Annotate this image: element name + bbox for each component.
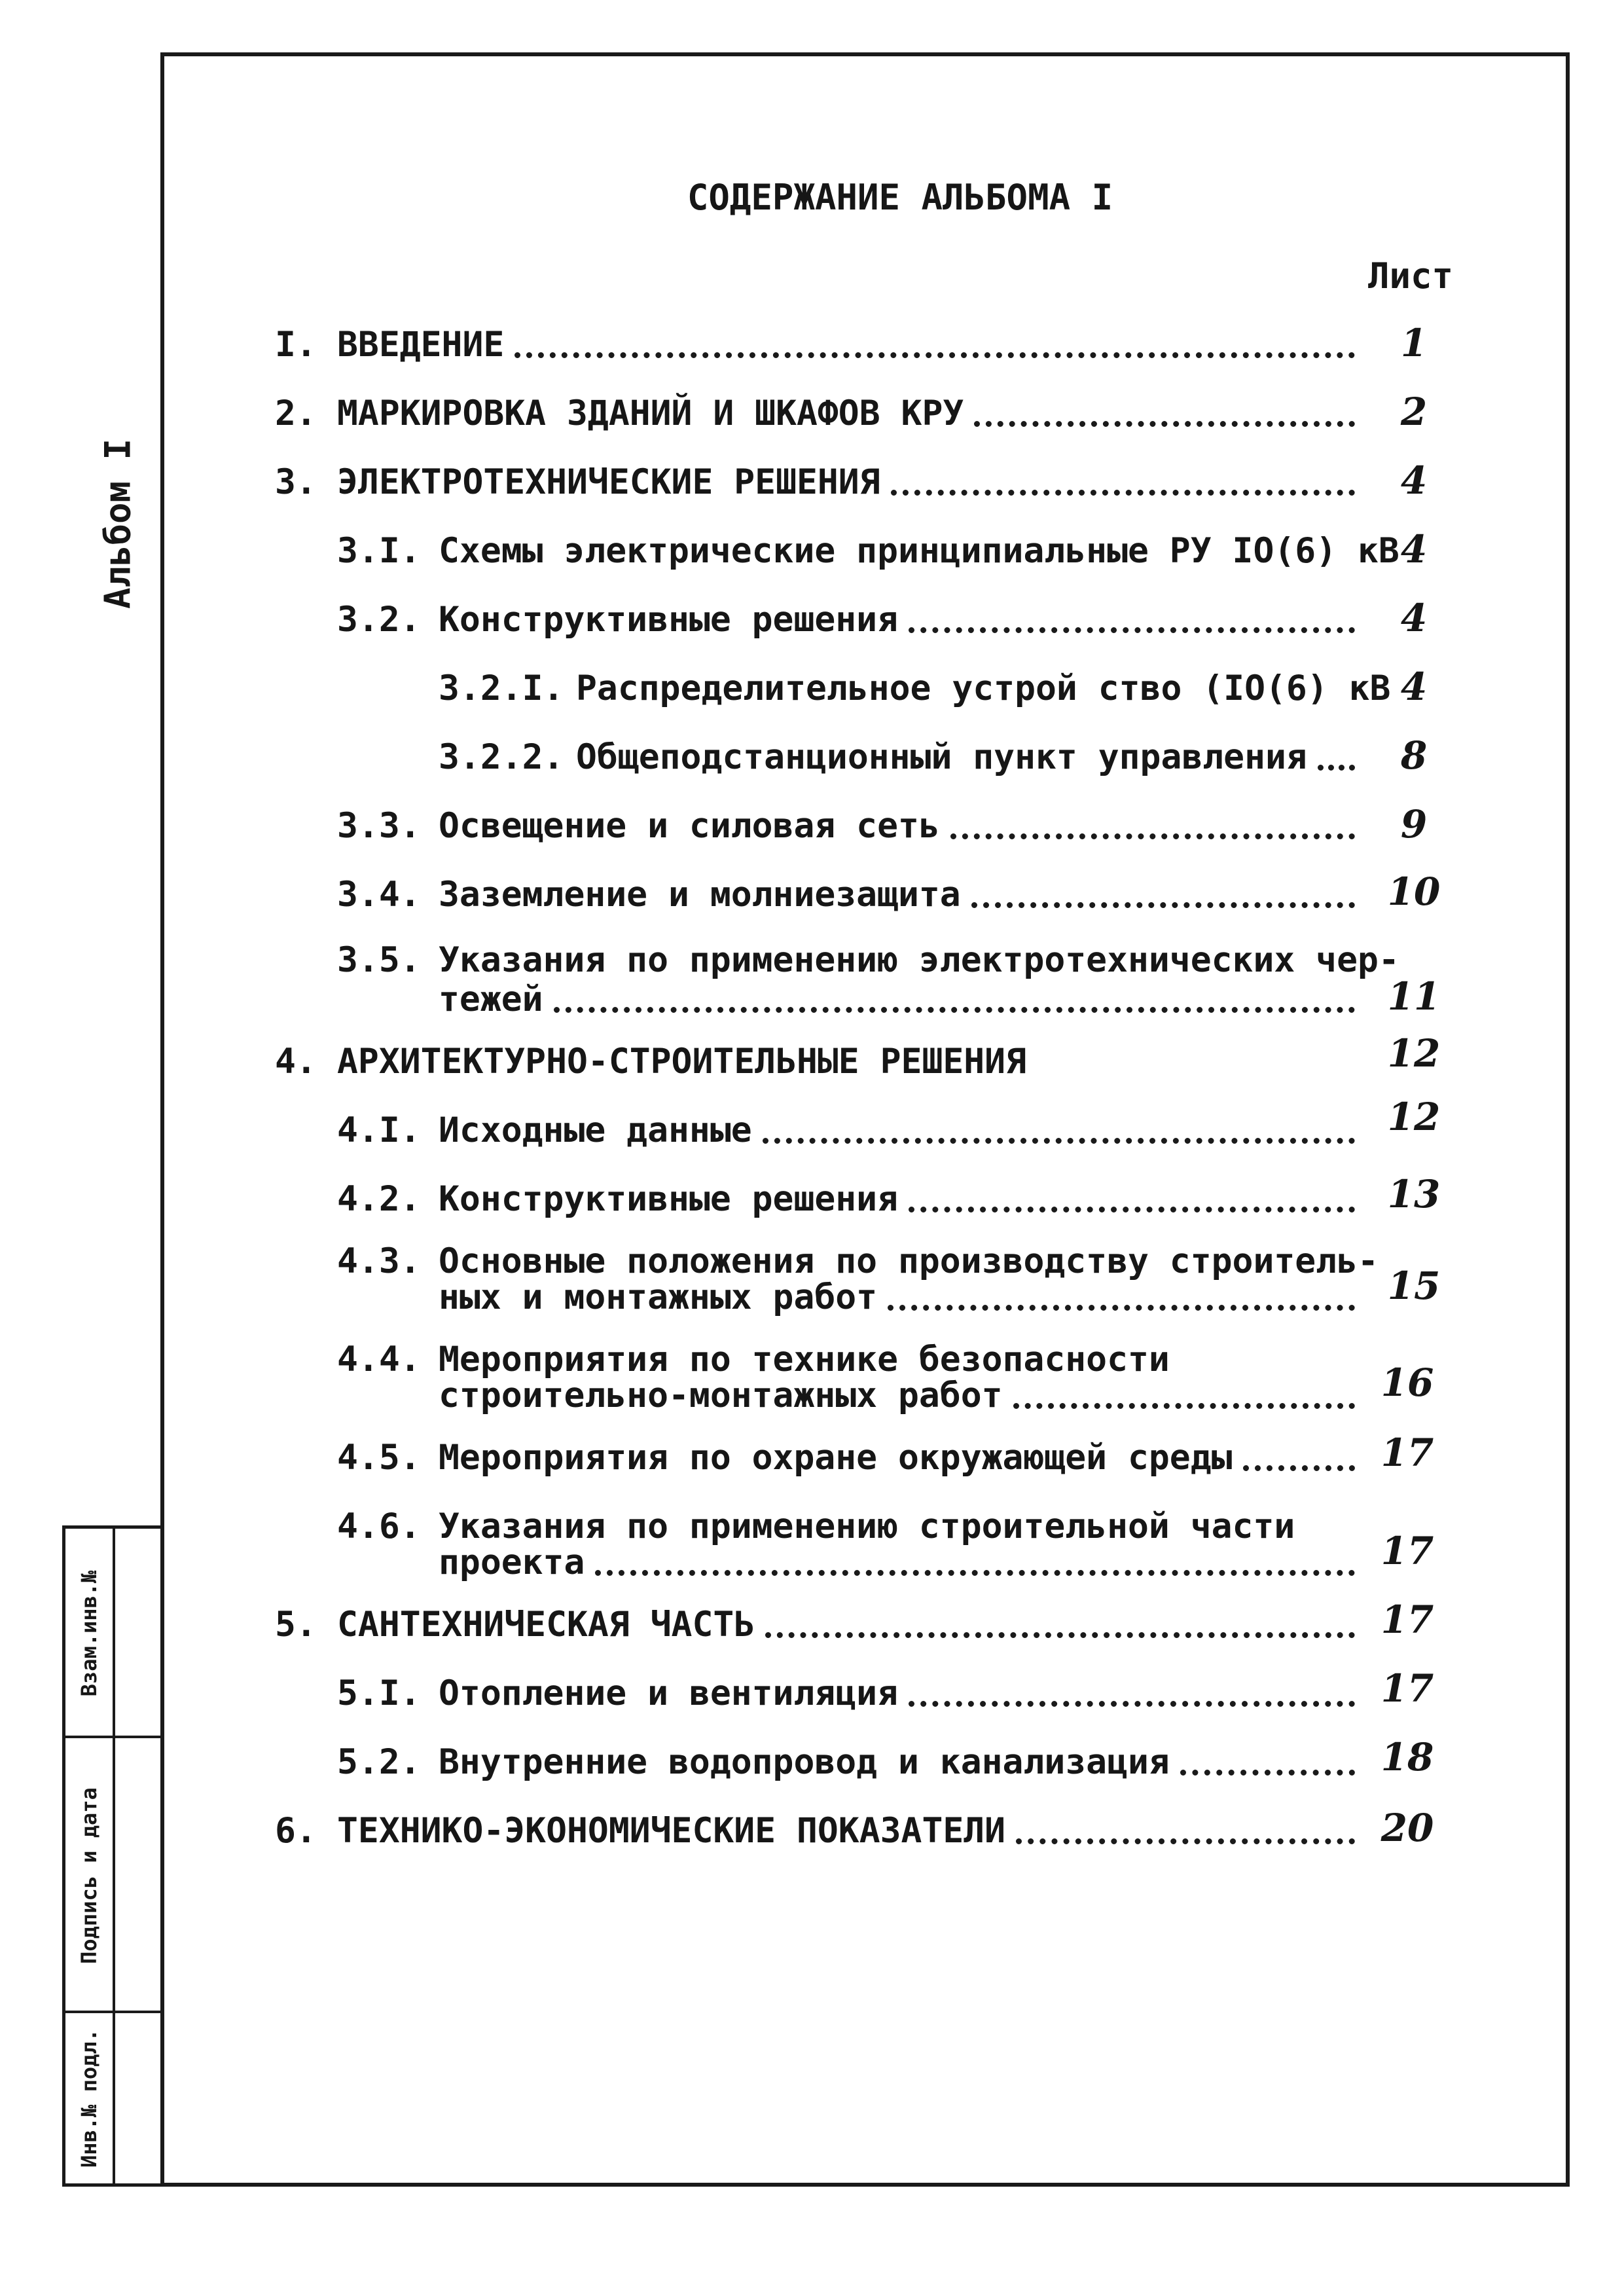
toc-entry-number: 5. <box>275 1605 317 1645</box>
toc-entry-title: Основные положения по производству строитель- <box>439 1241 1379 1281</box>
toc-entry-page: 18 <box>1380 1735 1434 1779</box>
toc-entry-title: Указания по применению строительной части <box>439 1506 1295 1546</box>
toc-entry-number: 4.4. <box>337 1339 421 1379</box>
toc-entry-page: 10 <box>1387 869 1441 914</box>
toc-entry-title: САНТЕХНИЧЕСКАЯ ЧАСТЬ <box>337 1605 755 1645</box>
toc-entry-number: 4.2. <box>337 1179 421 1219</box>
dot-leader <box>1180 1770 1355 1776</box>
toc-entry <box>337 1506 1362 1546</box>
toc-entry-page: 16 <box>1380 1360 1434 1405</box>
toc-entry-title: АРХИТЕКТУРНО-СТРОИТЕЛЬНЫЕ РЕШЕНИЯ <box>337 1042 1026 1082</box>
toc-entry-page: 17 <box>1380 1666 1434 1711</box>
toc-entry <box>275 393 1362 433</box>
toc-entry-title: Указания по применению электротехнических чер- <box>439 940 1399 980</box>
dot-leader <box>971 902 1355 908</box>
toc-entry-number: 4.3. <box>337 1241 421 1281</box>
toc-entry <box>337 1241 1379 1281</box>
sheet-column-header: Лист <box>1368 255 1454 297</box>
dot-leader <box>1016 1838 1355 1844</box>
dot-leader <box>554 1007 1355 1013</box>
toc-entry-title: ВВЕДЕНИЕ <box>337 325 505 365</box>
toc-entry-title-cont: строительно-монтажных работ <box>439 1376 1003 1415</box>
approval-stamp <box>62 1525 160 2187</box>
toc-entry-continuation <box>439 1277 1362 1317</box>
dot-leader <box>909 1701 1355 1707</box>
toc-entry-page: 2 <box>1400 390 1428 434</box>
dot-leader <box>1318 765 1355 771</box>
dot-leader <box>950 833 1355 839</box>
toc-entry <box>337 940 1399 980</box>
toc-entry-number: 3.5. <box>337 940 421 980</box>
toc-entry-title: Конструктивные решения <box>439 1179 898 1219</box>
toc-entry-number: 3.2.2. <box>439 737 564 777</box>
toc-entry-page: 1 <box>1400 321 1428 365</box>
toc-entry-title: Мероприятия по технике безопасности <box>439 1339 1170 1379</box>
dot-leader <box>765 1632 1355 1638</box>
toc-entry-page: 4 <box>1400 458 1428 503</box>
toc-entry-page: 9 <box>1400 802 1428 847</box>
dot-leader <box>909 627 1355 633</box>
toc-entry-page: 15 <box>1387 1264 1441 1308</box>
toc-entry-page: 17 <box>1380 1430 1434 1475</box>
toc-entry-number: 4.I. <box>337 1110 421 1150</box>
dot-leader <box>1243 1465 1355 1471</box>
toc-entry-title: ТЕХНИКО-ЭКОНОМИЧЕСКИЕ ПОКАЗАТЕЛИ <box>337 1811 1006 1851</box>
stamp-replaced-inventory-label: Взам.инв.№ <box>77 1570 101 1697</box>
toc-entry <box>337 1673 1362 1713</box>
toc-entry <box>337 1339 1362 1379</box>
toc-entry <box>337 806 1362 846</box>
document-title: СОДЕРЖАНИЕ АЛЬБОМА I <box>687 177 1113 218</box>
toc-entry-page: 4 <box>1400 665 1428 709</box>
toc-entry-title: Мероприятия по охране окружающей среды <box>439 1438 1233 1478</box>
toc-entry <box>337 1179 1362 1219</box>
toc-entry-title: Распределительное устрой ство (IO(6) кВ <box>576 668 1391 708</box>
toc-entry-page: 13 <box>1387 1172 1441 1216</box>
toc-entry-title: Заземление и молниезащита <box>439 875 961 915</box>
toc-entry-page: 8 <box>1400 733 1428 778</box>
toc-entry-page: 17 <box>1380 1597 1434 1642</box>
album-side-label: Альбом I <box>97 438 139 610</box>
toc-entry-number: 3.4. <box>337 875 421 915</box>
toc-entry <box>439 737 1362 777</box>
toc-entry-number: 3.I. <box>337 531 421 571</box>
dot-leader <box>891 490 1355 496</box>
toc-entry-number: 6. <box>275 1811 317 1851</box>
toc-entry <box>275 325 1362 365</box>
toc-entry-number: 4.5. <box>337 1438 421 1478</box>
dot-leader <box>1013 1403 1355 1409</box>
toc-entry <box>275 1042 1362 1082</box>
toc-entry <box>439 668 1391 708</box>
toc-entry-title: ЭЛЕКТРОТЕХНИЧЕСКИЕ РЕШЕНИЯ <box>337 462 880 502</box>
dot-leader <box>514 352 1355 358</box>
toc-entry-number: 4. <box>275 1042 317 1082</box>
toc-entry-page: 4 <box>1400 596 1428 640</box>
toc-entry <box>275 462 1362 502</box>
toc-entry-number: 4.6. <box>337 1506 421 1546</box>
toc-entry-title: Общеподстанционный пункт управления <box>576 737 1307 777</box>
dot-leader <box>763 1138 1355 1144</box>
toc-entry-continuation <box>439 1542 1362 1582</box>
toc-entry-number: I. <box>275 325 317 365</box>
stamp-signature-date-label: Подпись и дата <box>77 1787 101 1964</box>
toc-entry-title: Освещение и силовая сеть <box>439 806 940 846</box>
toc-entry-page: 17 <box>1380 1529 1434 1573</box>
toc-entry-page: 12 <box>1387 1095 1441 1139</box>
toc-entry-title: Внутренние водопровод и канализация <box>439 1742 1170 1782</box>
toc-entry-number: 3.3. <box>337 806 421 846</box>
toc-entry <box>337 1438 1362 1478</box>
toc-entry-title: Исходные данные <box>439 1110 752 1150</box>
dot-leader <box>595 1570 1355 1576</box>
toc-entry <box>275 1811 1362 1851</box>
toc-entry-number: 5.2. <box>337 1742 421 1782</box>
toc-entry-number: 3. <box>275 462 317 502</box>
toc-entry-title: Конструктивные решения <box>439 600 898 640</box>
toc-entry <box>337 600 1362 640</box>
toc-entry-continuation <box>439 979 1362 1019</box>
toc-entry <box>275 1605 1362 1645</box>
toc-entry-page: 12 <box>1387 1031 1441 1076</box>
toc-entry-title-cont: тежей <box>439 979 543 1019</box>
toc-entry-number: 3.2. <box>337 600 421 640</box>
toc-entry-continuation <box>439 1378 1362 1413</box>
toc-entry <box>337 1110 1362 1150</box>
toc-entry-title: МАРКИРОВКА ЗДАНИЙ И ШКАФОВ КРУ <box>337 393 964 433</box>
toc-entry-title-cont: ных и монтажных работ <box>439 1277 878 1317</box>
toc-entry-number: 2. <box>275 393 317 433</box>
stamp-original-inventory-label: Инв.№ подл. <box>77 2029 101 2168</box>
toc-entry-number: 3.2.I. <box>439 668 564 708</box>
dot-leader <box>974 421 1355 427</box>
toc-entry-page: 4 <box>1400 527 1428 572</box>
toc-entry-number: 5.I. <box>337 1673 421 1713</box>
toc-entry-title: Схемы электрические принципиальные РУ IO(6) кВ <box>439 531 1399 571</box>
toc-entry-title: Отопление и вентиляция <box>439 1673 898 1713</box>
dot-leader <box>909 1207 1355 1212</box>
toc-entry <box>337 531 1399 571</box>
toc-entry <box>337 875 1362 915</box>
toc-entry <box>337 1742 1362 1782</box>
toc-entry-title-cont: проекта <box>439 1542 585 1582</box>
dot-leader <box>888 1305 1355 1311</box>
toc-entry-page: 20 <box>1380 1806 1434 1850</box>
toc-entry-page: 11 <box>1387 974 1441 1019</box>
